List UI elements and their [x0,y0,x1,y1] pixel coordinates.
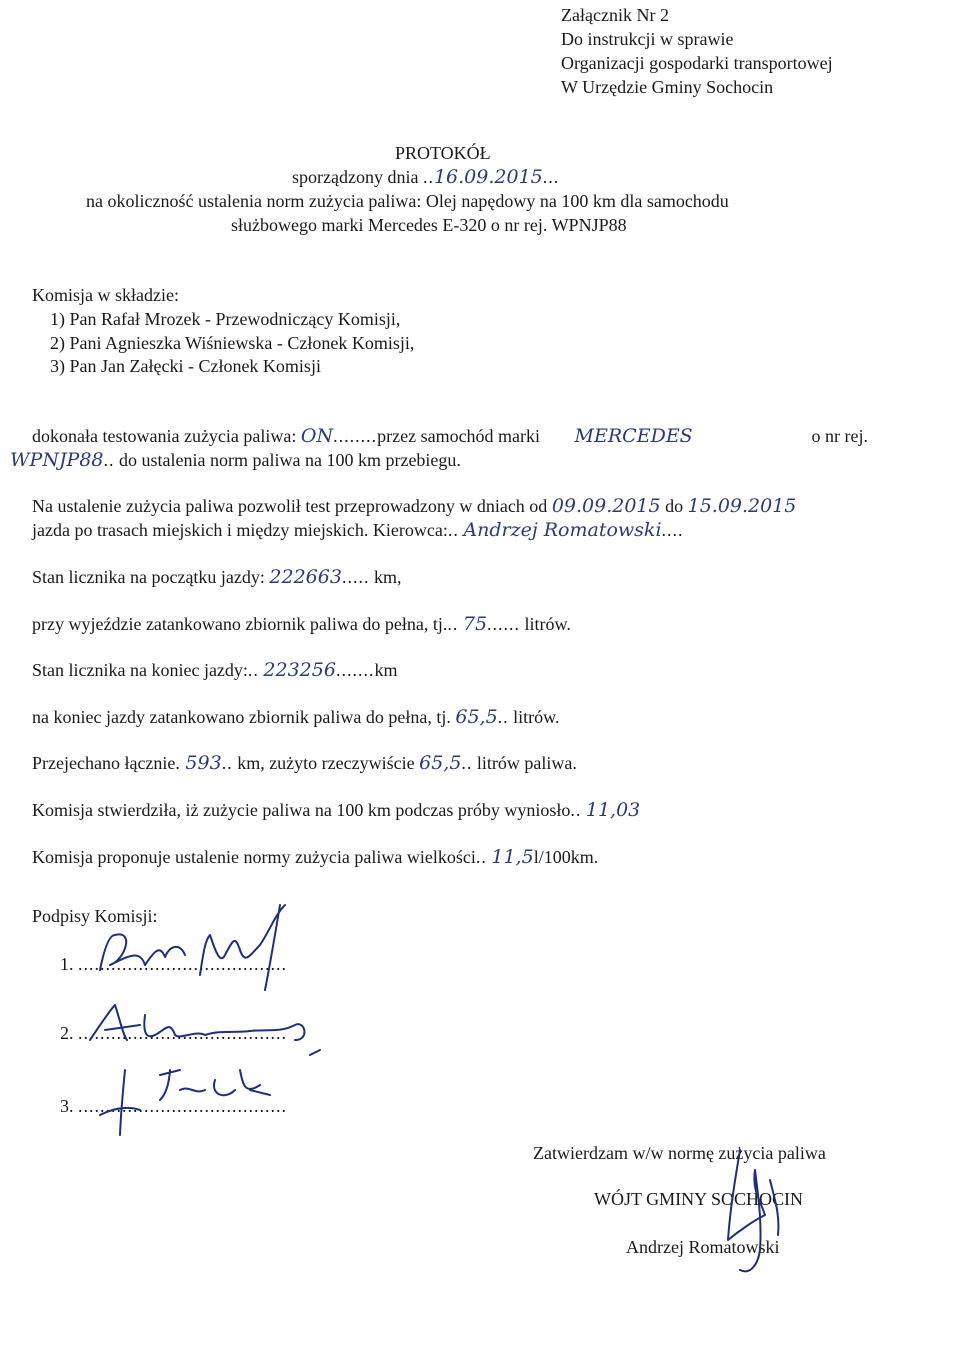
attachment-line-2: Do instrukcji w sprawie [561,29,734,49]
signature-3 [85,1055,285,1140]
attachment-line-4: W Urzędzie Gminy Sochocin [561,77,774,97]
date-from: 09.09.2015 [551,495,661,517]
protocol-heading: PROTOKÓŁ [395,143,491,163]
signatures-heading: Podpisy Komisji: [32,906,158,926]
driver-name: Andrzej Romatowski [463,519,662,541]
fuel-used: 65,5 [419,752,462,774]
fuel-type: ON [300,425,334,447]
total-distance: 593 [185,752,222,774]
odometer-end-value: 223256 [263,659,336,681]
period-line-1: Na ustalenie zużycia paliwa pozwolił test przeprowadzony w dniach od 09.09.2015 do 15.09.2015 [32,495,797,517]
committee-member-2: 2) Pani Agnieszka Wiśniewska - Członek Komisji, [50,333,415,353]
refuel-start-line: przy wyjeździe zatankowano zbiornik paliwa do pełna, tj... 75...... litrów. [32,613,571,635]
result-value: 11,03 [585,799,641,821]
refuel-start-value: 75 [462,613,488,635]
test-line-2: WPNJP88.. do ustalenia norm paliwa na 100 km przebiegu. [10,449,461,471]
committee-member-1: 1) Pan Rafał Mrozek - Przewodniczący Komisji, [50,309,401,329]
refuel-end-value: 65,5 [455,706,498,728]
test-line: dokonała testowania zużycia paliwa: ON........przez samochód marki MERCEDES o nr rej. [32,425,868,447]
odometer-start-value: 222663 [269,566,342,588]
proposal-value: 11,5 [491,846,534,868]
date-to: 15.09.2015 [687,495,797,517]
signature-row-3: 3. ...................................... [60,1096,287,1116]
signature-1 [85,895,295,995]
result-line: Komisja stwierdziła, iż zużycie paliwa na 100 km podczas próby wyniosło.. 11,03 [32,799,641,821]
committee-intro: Komisja w składzie: [32,285,179,305]
mayor-signature [680,1140,820,1280]
car-make: MERCEDES [574,425,693,447]
protocol-date-line: sporządzony dnia ..16.09.2015... [292,166,560,188]
approval-line-1: Zatwierdzam w/w normę zużycia paliwa [533,1143,826,1163]
signature-row-2: 2. ...................................... [60,1023,287,1043]
registration-number: WPNJP88 [10,449,104,471]
committee-member-3: 3) Pan Jan Załęcki - Członek Komisji [50,356,321,376]
totals-line: Przejechano łącznie. 593.. km, zużyto rzeczywiście 65,5.. litrów paliwa. [32,752,577,774]
signature-row-1: 1. ...................................... [60,954,287,974]
odometer-end-line: Stan licznika na koniec jazdy:.. 223256.......km [32,659,398,681]
period-line-2: jazda po trasach miejskich i między miejskich. Kierowca:.. Andrzej Romatowski.... [32,519,684,541]
attachment-number: Załącznik Nr 2 [561,5,669,25]
refuel-end-line: na koniec jazdy zatankowano zbiornik paliwa do pełna, tj. 65,5.. litrów. [32,706,560,728]
proposal-line: Komisja proponuje ustalenie normy zużycia paliwa wielkości.. 11,5l/100km. [32,846,599,868]
date-prefix: sporządzony dnia [292,167,419,187]
subject-line-2: służbowego marki Mercedes E-320 o nr rej. WPNJP88 [231,215,627,235]
odometer-start-line: Stan licznika na początku jazdy: 222663..... km, [32,566,402,588]
protocol-date: 16.09.2015 [433,166,543,188]
attachment-line-3: Organizacji gospodarki transportowej [561,53,833,73]
approval-line-2: WÓJT GMINY SOCHOCIN [594,1189,804,1209]
subject-line-1: na okoliczność ustalenia norm zużycia paliwa: Olej napędowy na 100 km dla samochodu [86,191,729,211]
approval-line-3: Andrzej Romatowski [626,1237,780,1257]
